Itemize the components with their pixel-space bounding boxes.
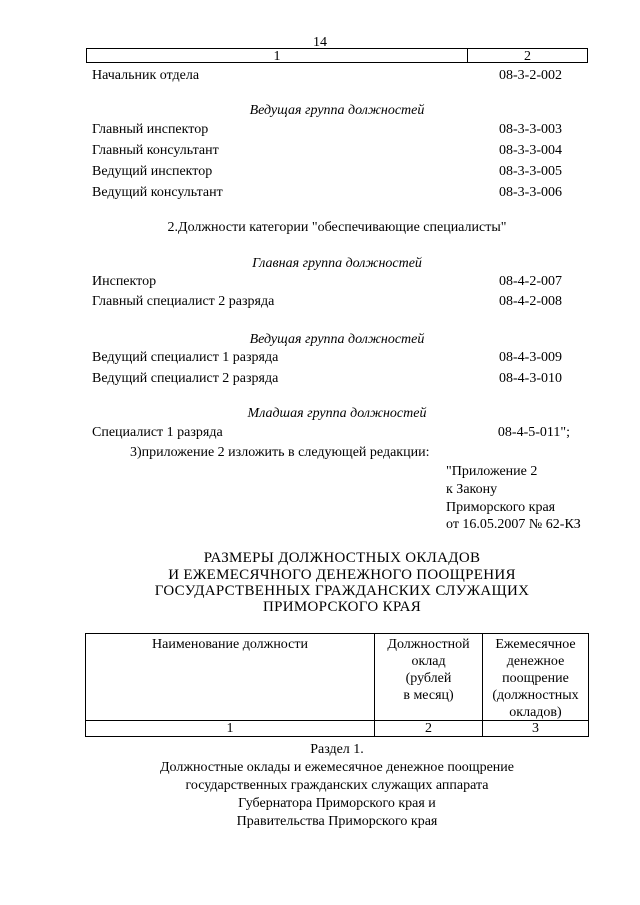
section-heading-line: Раздел 1. [310,742,364,757]
header-line: окладов) [509,705,562,720]
position-name: Ведущий консультант [92,185,223,200]
position-row [92,142,562,159]
column-number-2: 2 [425,721,432,736]
section-heading-line: Губернатора Приморского края и [238,796,436,811]
page-number: 14 [313,35,327,50]
group-heading-main: Главная группа должностей [252,256,422,271]
position-code: 08-4-5-011"; [497,425,570,440]
category-heading: 2.Должности категории "обеспечивающие специалисты" [167,220,507,235]
position-code: 08-4-2-008 [499,294,562,309]
column-header-position-name: Наименование должности [152,637,308,652]
header-line: (должностных [492,688,579,703]
document-title-line: ПРИМОРСКОГО КРАЯ [262,599,422,615]
annex-reference-line: Приморского края [446,500,556,515]
continuation-table-header [86,48,588,63]
position-code: 08-3-3-003 [499,122,562,137]
column-header-salary [375,636,482,704]
position-row [92,293,562,310]
position-row [92,370,562,387]
column-number-1: 1 [273,49,281,64]
header-line: поощрение [502,671,569,686]
header-line: денежное [506,654,565,669]
position-name: Начальник отдела [92,68,200,83]
section-heading-line: Должностные оклады и ежемесячное денежное поощрение [159,760,515,775]
position-code: 08-3-3-004 [499,143,562,158]
header-line: (рублей [405,671,452,686]
position-name: Главный инспектор [92,122,209,137]
annex-reference-line: "Приложение 2 [446,464,538,479]
document-title-line: И ЕЖЕМЕСЯЧНОГО ДЕНЕЖНОГО ПООЩРЕНИЯ [168,567,516,583]
position-row [92,184,562,201]
position-row [92,67,562,84]
section-heading-line: Правительства Приморского края [236,814,438,829]
column-header-monthly-bonus [483,636,588,721]
position-name: Специалист 1 разряда [92,425,223,440]
position-code: 08-3-2-002 [499,68,562,83]
annex-reference-line: от 16.05.2007 № 62-КЗ [446,517,581,532]
position-code: 08-4-3-010 [499,371,562,386]
group-heading-junior: Младшая группа должностей [247,406,427,421]
position-code: 08-4-2-007 [499,274,562,289]
salary-table [85,633,589,737]
position-name: Ведущий специалист 2 разряда [92,371,279,386]
position-code: 08-3-3-006 [499,185,562,200]
position-row [92,424,570,441]
position-row [92,121,562,138]
position-name: Главный консультант [92,143,219,158]
position-row [92,273,562,290]
position-name: Главный специалист 2 разряда [92,294,275,309]
document-title-line: ГОСУДАРСТВЕННЫХ ГРАЖДАНСКИХ СЛУЖАЩИХ [154,583,530,599]
header-line: оклад [411,654,446,669]
position-name: Инспектор [92,274,157,289]
group-heading-leading: Ведущая группа должностей [249,332,425,347]
amendment-text: 3)приложение 2 изложить в следующей редакции: [130,445,430,460]
column-number-1: 1 [226,721,234,736]
document-title-line: РАЗМЕРЫ ДОЛЖНОСТНЫХ ОКЛАДОВ [203,550,481,566]
position-name: Ведущий специалист 1 разряда [92,350,279,365]
header-line: Должностной [387,637,470,652]
position-row [92,163,562,180]
column-number-3: 3 [532,721,539,736]
header-line: Ежемесячное [495,637,576,652]
position-name: Ведущий инспектор [92,164,213,179]
header-line: в месяц) [403,688,454,703]
position-row [92,349,562,366]
group-heading-leading: Ведущая группа должностей [249,103,425,118]
position-code: 08-3-3-005 [499,164,562,179]
section-heading-line: государственных гражданских служащих аппарата [185,778,489,793]
column-number-2: 2 [524,49,531,64]
annex-reference-line: к Закону [446,482,498,497]
position-code: 08-4-3-009 [499,350,562,365]
